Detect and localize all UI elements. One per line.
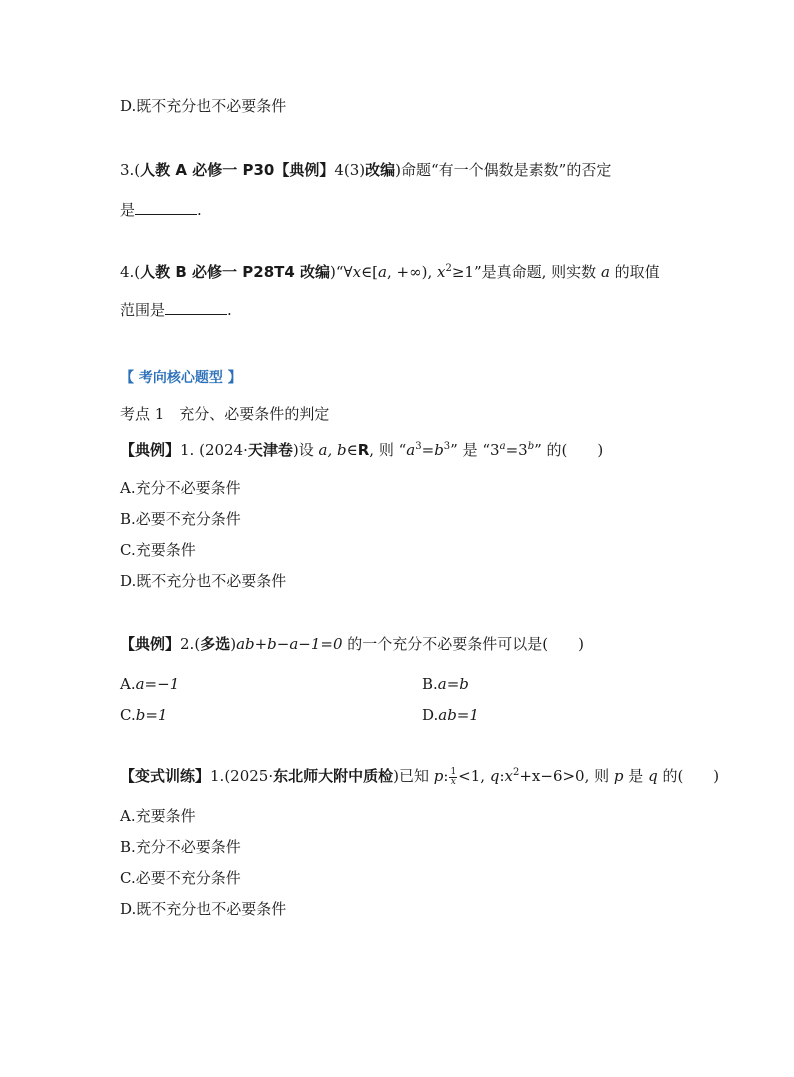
var1-q: q xyxy=(489,767,500,785)
var1-is: 是 xyxy=(623,767,649,785)
q4-ge: ≥1”是真命题, 则实数 xyxy=(451,263,601,281)
ex1-ea: a xyxy=(499,441,506,452)
var1-q2: q xyxy=(648,767,658,785)
var1-colon: : xyxy=(443,767,449,785)
ex1-R: R xyxy=(357,441,370,459)
q3-rest: )命题“有一个偶数是素数”的否定 xyxy=(395,161,612,179)
q4-tail: 的取值 xyxy=(609,263,660,281)
ex2-tail: 的一个充分不必要条件可以是( ) xyxy=(342,635,584,653)
var1-option-d[interactable]: D.既不充分也不必要条件 xyxy=(120,900,287,918)
q4-a: a xyxy=(378,263,387,281)
q3-tag: 改编 xyxy=(365,161,396,179)
ex1-in: ∈ xyxy=(346,441,358,459)
var1-option-a[interactable]: A.充要条件 xyxy=(120,807,196,825)
var1-frac-den: x xyxy=(450,776,456,787)
ex2-opt-b-label: B. xyxy=(422,675,438,693)
var1-source: 东北师大附中质检 xyxy=(273,767,394,785)
ex1-option-a[interactable]: A.充分不必要条件 xyxy=(120,479,241,497)
q4-line2-prefix: 范围是 xyxy=(120,301,166,319)
ex1-eb: b xyxy=(527,441,535,452)
example-1 xyxy=(120,440,603,460)
ex1-option-b[interactable]: B.必要不充分条件 xyxy=(120,510,241,528)
ex1-option-c[interactable]: C.充要条件 xyxy=(120,541,196,559)
ex1-b3: b xyxy=(434,441,444,459)
ex2-opt-c-label: C. xyxy=(120,706,136,724)
q4-sup2: 2 xyxy=(445,263,452,274)
ex1-option-d[interactable]: D.既不充分也不必要条件 xyxy=(120,572,287,590)
q4-range-tail: , +∞), xyxy=(387,263,437,281)
var1-p: p xyxy=(433,767,444,785)
q4-in-range: ∈[ xyxy=(361,263,379,281)
ex1-eq: = xyxy=(421,441,435,459)
ex2-option-d[interactable] xyxy=(422,705,479,725)
ex2-option-c[interactable] xyxy=(120,705,167,725)
ex2-opt-b: a=b xyxy=(437,675,469,693)
ex2-expr: ab+b−a−1=0 xyxy=(236,635,343,653)
var1-lt: <1, xyxy=(458,767,490,785)
prev-option-d: D.既不充分也不必要条件 xyxy=(120,97,287,115)
var1-xsq: x xyxy=(504,767,513,785)
ex2-num: 2.( xyxy=(180,635,201,653)
q3-line2-prefix: 是 xyxy=(120,201,136,219)
q4-x2: x xyxy=(437,263,446,281)
q4-x: x xyxy=(352,263,362,281)
ex2-opt-a: a=−1 xyxy=(135,675,180,693)
ex2-opt-d-label: D. xyxy=(422,706,439,724)
q4-a2: a xyxy=(600,263,610,281)
q3-source: 人教 A 必修一 P30【典例】 xyxy=(140,161,335,179)
q4-open: )“∀ xyxy=(330,263,353,281)
section-heading: 【 考向核心题型 】 xyxy=(120,370,242,386)
ex1-a3: a xyxy=(406,441,416,459)
question-4 xyxy=(120,262,660,282)
var1-tail: 的( ) xyxy=(657,767,720,785)
var1-colon2: : xyxy=(499,767,505,785)
ex1-cond-pre: , 则 “ xyxy=(369,441,407,459)
var1-option-c[interactable]: C.必要不充分条件 xyxy=(120,869,241,887)
q3-num: 3.( xyxy=(120,161,141,179)
q3-line2-suffix: . xyxy=(197,201,202,219)
var1-fraction xyxy=(449,768,457,787)
ex2-option-a[interactable] xyxy=(120,674,179,694)
var1-tag: 【变式训练】 xyxy=(120,767,211,785)
ex2-opt-c: b=1 xyxy=(135,706,168,724)
ex1-mid: ” 是 “3 xyxy=(450,441,500,459)
variant-1 xyxy=(120,766,719,787)
example-2: 【典例】2.(多选)ab+b−a−1=0 的一个充分不必要条件可以是( ) xyxy=(120,635,584,653)
ex1-source: 天津卷 xyxy=(247,441,293,459)
q3-answer-blank[interactable] xyxy=(135,200,197,215)
var1-rest-expr: +x−6>0, 则 xyxy=(519,767,614,785)
ex2-tag: 【典例】 xyxy=(120,635,181,653)
ex1-tail: ” 的( ) xyxy=(534,441,604,459)
ex2-option-b[interactable] xyxy=(422,674,469,694)
q4-line2-suffix: . xyxy=(227,301,232,319)
question-3 xyxy=(120,160,611,180)
var1-close: )已知 xyxy=(393,767,434,785)
q3-mid: 4(3) xyxy=(334,161,366,179)
question-4-line2 xyxy=(120,300,232,320)
question-3-line2 xyxy=(120,200,202,220)
q4-num: 4.( xyxy=(120,263,141,281)
ex1-num: 1. (2024· xyxy=(180,441,248,459)
ex1-close: )设 xyxy=(292,441,319,459)
ex2-opt-d: ab=1 xyxy=(438,706,479,724)
q4-answer-blank[interactable] xyxy=(165,300,227,315)
var1-frac-num: 1 xyxy=(450,766,457,777)
ex1-e3b: 3 xyxy=(443,441,451,452)
ex2-multi: 多选 xyxy=(200,635,231,653)
var1-sup2: 2 xyxy=(512,767,520,778)
ex1-tag: 【典例】 xyxy=(120,441,181,459)
var1-option-b[interactable]: B.充分不必要条件 xyxy=(120,838,241,856)
ex1-eq2: =3 xyxy=(505,441,528,459)
kaodian-title: 考点 1 充分、必要条件的判定 xyxy=(120,405,330,423)
var1-p2: p xyxy=(613,767,624,785)
ex2-opt-a-label: A. xyxy=(120,675,136,693)
q4-source: 人教 B 必修一 P28T4 改编 xyxy=(140,263,331,281)
ex1-ab: a, b xyxy=(318,441,347,459)
var1-num: 1.(2025· xyxy=(210,767,274,785)
ex1-e3a: 3 xyxy=(415,441,422,452)
